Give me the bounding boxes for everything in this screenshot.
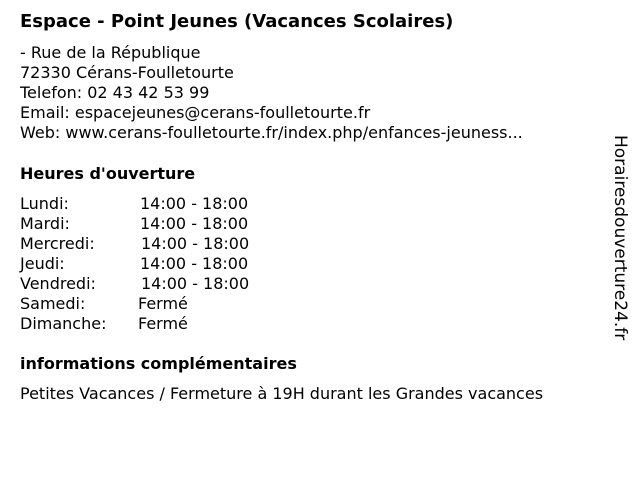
day-label: Samedi:	[20, 294, 86, 313]
street-address: - Rue de la République	[20, 43, 201, 62]
day-label: Jeudi:	[20, 254, 65, 273]
day-label: Vendredi:	[20, 274, 96, 293]
time-value: 14:00 - 18:00	[140, 214, 249, 233]
website: Web: www.cerans-foulletourte.fr/index.php/enfances-jeuness...	[20, 123, 523, 142]
address-block	[20, 43, 523, 143]
day-label: Lundi:	[20, 194, 69, 213]
day-label: Mardi:	[20, 214, 70, 233]
time-value: 14:00 - 18:00	[140, 194, 249, 213]
city: 72330 Cérans-Foulletourte	[20, 63, 234, 82]
watermark-text: Horairesdouverture24.fr	[610, 135, 630, 341]
day-label: Mercredi:	[20, 234, 95, 253]
page-title: Espace - Point Jeunes (Vacances Scolaires)	[20, 11, 454, 32]
email: Email: espacejeunes@cerans-foulletourte.fr	[20, 103, 371, 122]
time-value: Fermé	[138, 314, 188, 333]
time-value: 14:00 - 18:00	[141, 274, 250, 293]
info-text: Petites Vacances / Fermeture à 19H durant les Grandes vacances	[20, 384, 544, 403]
time-value: 14:00 - 18:00	[141, 234, 250, 253]
info-heading: informations complémentaires	[20, 354, 297, 373]
hours-heading: Heures d'ouverture	[20, 164, 196, 183]
phone: Telefon: 02 43 42 53 99	[20, 83, 210, 102]
watermark	[610, 135, 630, 370]
time-value: Fermé	[138, 294, 188, 313]
time-value: 14:00 - 18:00	[140, 254, 249, 273]
day-label: Dimanche:	[20, 314, 107, 333]
